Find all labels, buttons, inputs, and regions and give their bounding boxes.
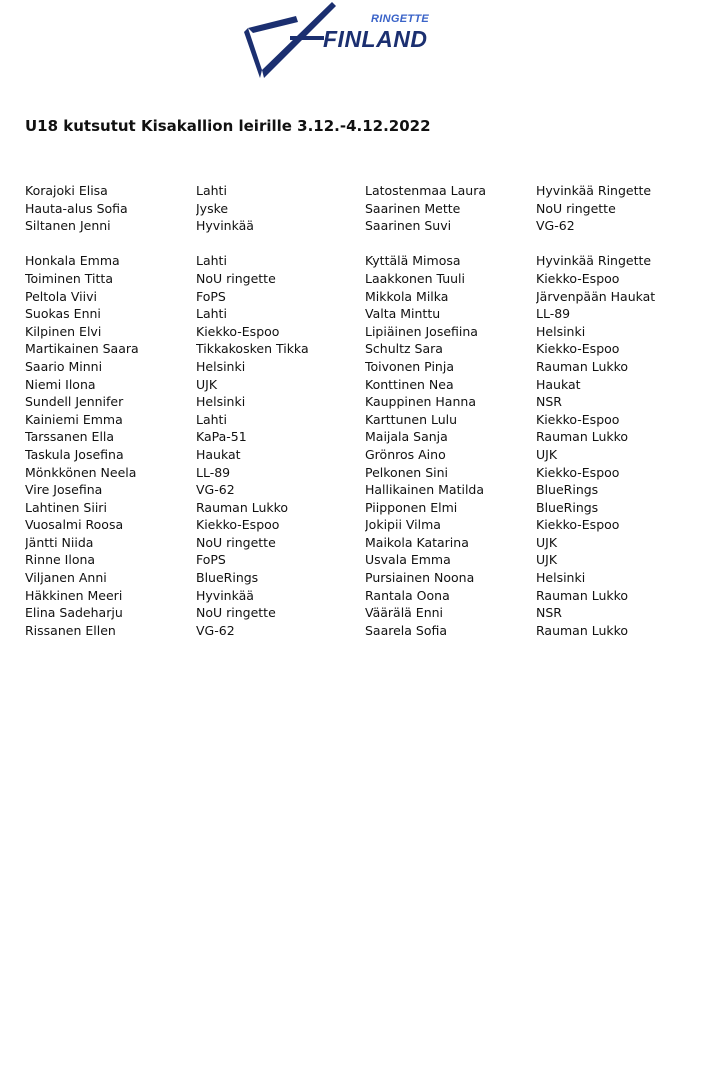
- player-club-left: LL-89: [196, 464, 231, 480]
- roster-row: [25, 270, 685, 288]
- roster-row: [25, 340, 685, 358]
- player-club-right: BlueRings: [536, 482, 599, 498]
- player-roster: [25, 182, 685, 639]
- player-name-left: Vire Josefina: [25, 482, 103, 498]
- player-club-left: FoPS: [196, 552, 226, 568]
- roster-row: [25, 569, 685, 587]
- player-club-right: LL-89: [536, 306, 571, 322]
- player-club-left: VG-62: [196, 482, 235, 498]
- player-name-right: Grönros Aino: [365, 446, 446, 462]
- player-club-right: Kiekko-Espoo: [536, 341, 620, 357]
- player-club-right: Kiekko-Espoo: [536, 517, 620, 533]
- roster-row: [25, 217, 685, 235]
- roster-row: [25, 323, 685, 341]
- logo-text-ringette: RINGETTE: [371, 13, 430, 25]
- player-club-left: Lahti: [196, 306, 227, 322]
- player-club-left: Kiekko-Espoo: [196, 323, 280, 339]
- player-club-left: NoU ringette: [196, 534, 276, 550]
- player-club-right: NSR: [536, 394, 562, 410]
- player-name-left: Rinne Ilona: [25, 552, 96, 568]
- roster-row: [25, 428, 685, 446]
- player-club-right: Rauman Lukko: [536, 622, 629, 638]
- player-name-left: Jäntti Niida: [25, 534, 94, 550]
- player-name-right: Jokipii Vilma: [365, 517, 441, 533]
- roster-row: [25, 464, 685, 482]
- roster-row: [25, 587, 685, 605]
- ringette-finland-logo: [240, 0, 445, 84]
- player-club-left: BlueRings: [196, 570, 259, 586]
- player-name-left: Lahtinen Siiri: [25, 499, 107, 515]
- player-name-right: Latostenmaa Laura: [365, 183, 487, 198]
- player-club-left: Haukat: [196, 446, 241, 462]
- player-name-left: Martikainen Saara: [25, 341, 139, 357]
- player-club-right: Haukat: [536, 376, 581, 392]
- player-club-right: Kiekko-Espoo: [536, 270, 620, 286]
- player-club-right: UJK: [536, 552, 558, 568]
- player-name-right: Saarela Sofia: [365, 622, 448, 638]
- player-name-right: Valta Minttu: [365, 306, 441, 322]
- player-club-left: Lahti: [196, 253, 227, 269]
- roster-row: [25, 499, 685, 517]
- player-club-left: VG-62: [196, 622, 235, 638]
- player-name-left: Tarssanen Ella: [25, 429, 115, 445]
- player-club-left: KaPa-51: [196, 429, 247, 445]
- roster-row: [25, 446, 685, 464]
- player-name-right: Piipponen Elmi: [365, 499, 458, 515]
- player-club-right: Hyvinkää Ringette: [536, 183, 652, 198]
- player-name-right: Karttunen Lulu: [365, 411, 458, 427]
- player-name-right: Lipiäinen Josefiina: [365, 323, 478, 339]
- player-club-left: Tikkakosken Tikka: [196, 341, 309, 357]
- logo-text-finland: FINLAND: [323, 26, 428, 52]
- page-title: U18 kutsutut Kisakallion leirille 3.12.-4.12.2022: [25, 117, 431, 135]
- player-name-right: Kyttälä Mimosa: [365, 253, 461, 269]
- player-club-right: UJK: [536, 446, 558, 462]
- player-name-left: Saario Minni: [25, 358, 103, 374]
- player-club-right: BlueRings: [536, 499, 599, 515]
- player-name-left: Korajoki Elisa: [25, 183, 108, 198]
- player-name-left: Hauta-alus Sofia: [25, 200, 128, 216]
- player-name-right: Usvala Emma: [365, 552, 451, 568]
- roster-row: [25, 376, 685, 394]
- player-club-left: Lahti: [196, 183, 227, 198]
- roster-row: [25, 182, 685, 200]
- player-name-right: Rantala Oona: [365, 587, 450, 603]
- player-club-left: Helsinki: [196, 394, 246, 410]
- player-name-left: Kilpinen Elvi: [25, 323, 102, 339]
- player-name-left: Kainiemi Emma: [25, 411, 123, 427]
- roster-row: [25, 305, 685, 323]
- roster-row: [25, 393, 685, 411]
- player-club-left: Hyvinkää: [196, 218, 254, 234]
- player-club-left: Lahti: [196, 411, 227, 427]
- player-name-right: Konttinen Nea: [365, 376, 454, 392]
- player-club-right: Hyvinkää Ringette: [536, 253, 652, 269]
- player-club-right: NoU ringette: [536, 200, 616, 216]
- player-club-right: Kiekko-Espoo: [536, 464, 620, 480]
- player-club-right: Kiekko-Espoo: [536, 411, 620, 427]
- player-name-left: Häkkinen Meeri: [25, 587, 123, 603]
- player-name-right: Maijala Sanja: [365, 429, 448, 445]
- player-club-left: FoPS: [196, 288, 226, 304]
- player-club-left: Rauman Lukko: [196, 499, 289, 515]
- player-name-right: Toivonen Pinja: [365, 358, 454, 374]
- player-club-right: NSR: [536, 605, 562, 621]
- group-separator: [25, 235, 685, 253]
- player-name-left: Elina Sadeharju: [25, 605, 123, 621]
- roster-row: [25, 200, 685, 218]
- player-name-right: Maikola Katarina: [365, 534, 469, 550]
- player-name-left: Viljanen Anni: [25, 570, 107, 586]
- player-name-left: Mönkkönen Neela: [25, 464, 137, 480]
- player-name-right: Laakkonen Tuuli: [365, 270, 465, 286]
- player-name-right: Schultz Sara: [365, 341, 443, 357]
- player-name-left: Taskula Josefina: [25, 446, 124, 462]
- roster-row: [25, 252, 685, 270]
- roster-row: [25, 288, 685, 306]
- player-club-left: Helsinki: [196, 358, 246, 374]
- roster-row: [25, 358, 685, 376]
- player-name-left: Toiminen Titta: [25, 270, 113, 286]
- player-name-right: Väärälä Enni: [365, 605, 444, 621]
- roster-row: [25, 481, 685, 499]
- player-name-left: Siltanen Jenni: [25, 218, 111, 234]
- player-name-right: Saarinen Suvi: [365, 218, 452, 234]
- roster-row: [25, 516, 685, 534]
- roster-row: [25, 622, 685, 640]
- player-club-right: VG-62: [536, 218, 575, 234]
- player-name-left: Niemi Ilona: [25, 376, 96, 392]
- roster-row: [25, 604, 685, 622]
- player-name-left: Suokas Enni: [25, 306, 101, 322]
- player-club-right: Helsinki: [536, 323, 586, 339]
- player-club-right: UJK: [536, 534, 558, 550]
- player-club-left: Jyske: [196, 200, 229, 216]
- player-club-right: Rauman Lukko: [536, 358, 629, 374]
- player-name-left: Vuosalmi Roosa: [25, 517, 124, 533]
- player-name-right: Kauppinen Hanna: [365, 394, 476, 410]
- player-club-left: NoU ringette: [196, 605, 276, 621]
- roster-row: [25, 551, 685, 569]
- player-name-right: Mikkola Milka: [365, 288, 449, 304]
- player-name-right: Pelkonen Sini: [365, 464, 449, 480]
- player-club-left: UJK: [196, 376, 218, 392]
- player-name-right: Hallikainen Matilda: [365, 482, 485, 498]
- player-name-right: Saarinen Mette: [365, 200, 461, 216]
- player-club-left: Hyvinkää: [196, 587, 254, 603]
- player-name-right: Pursiainen Noona: [365, 570, 475, 586]
- player-name-left: Rissanen Ellen: [25, 622, 116, 638]
- player-name-left: Sundell Jennifer: [25, 394, 124, 410]
- player-name-left: Honkala Emma: [25, 253, 120, 269]
- player-club-right: Rauman Lukko: [536, 587, 629, 603]
- player-club-right: Helsinki: [536, 570, 586, 586]
- roster-row: [25, 411, 685, 429]
- roster-row: [25, 534, 685, 552]
- player-club-right: Järvenpään Haukat: [536, 288, 656, 304]
- player-club-left: Kiekko-Espoo: [196, 517, 280, 533]
- player-club-right: Rauman Lukko: [536, 429, 629, 445]
- player-name-left: Peltola Viivi: [25, 288, 98, 304]
- player-club-left: NoU ringette: [196, 270, 276, 286]
